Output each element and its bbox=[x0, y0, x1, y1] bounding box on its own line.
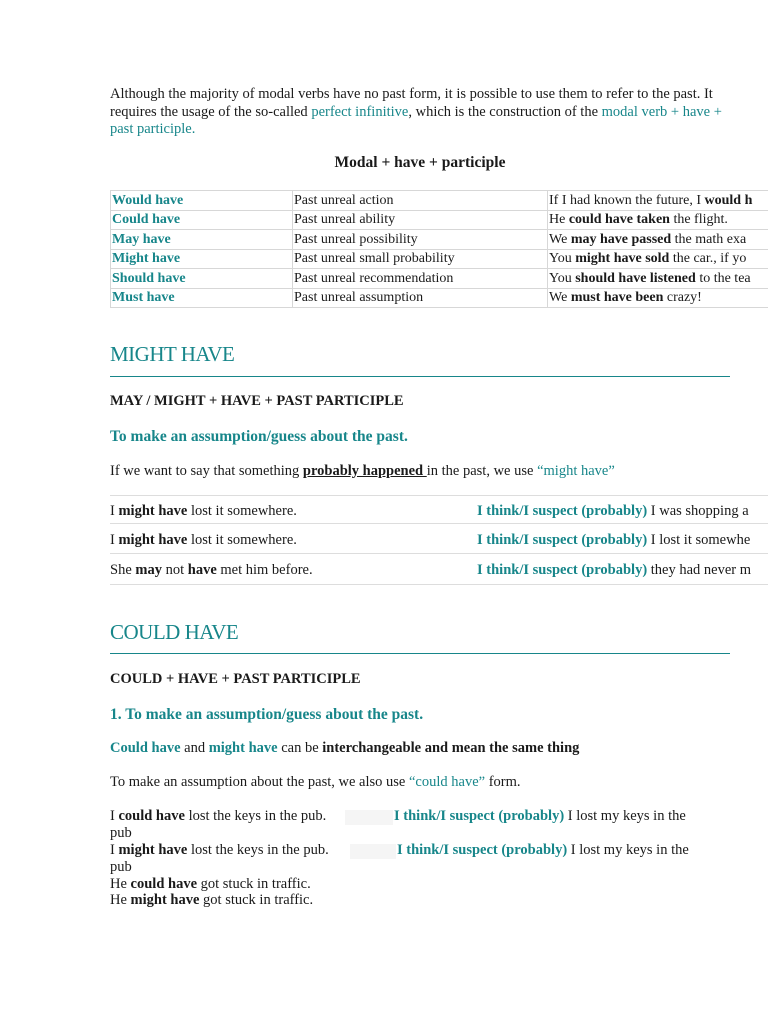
table-row bbox=[111, 269, 768, 289]
table-row bbox=[111, 210, 768, 230]
might-formula: MAY / MIGHT + HAVE + PAST PARTICIPLE bbox=[110, 393, 404, 409]
divider bbox=[110, 495, 768, 496]
might-example-1: I might have lost it somewhere. bbox=[110, 503, 297, 519]
intro-text: Although the majority of modal verbs have no past form, it is possible to use them to refer to the past. It requires the usage of the so-called bbox=[110, 86, 713, 120]
might-example-3: She may not have met him before. bbox=[110, 562, 313, 578]
modal-cell: May have bbox=[111, 230, 293, 250]
modal-cell: Could have bbox=[111, 210, 293, 230]
explain-text-mid: in the past, we use bbox=[426, 463, 538, 479]
could-heading-rule bbox=[110, 653, 730, 654]
might-heading-rule bbox=[110, 376, 730, 377]
short-example-1: He could have got stuck in traffic. bbox=[110, 876, 311, 892]
modal-cell: Would have bbox=[111, 191, 293, 211]
meaning-cell: Past unreal recommendation bbox=[293, 269, 548, 289]
table-row bbox=[111, 191, 768, 211]
example-cell: He could have taken the flight. bbox=[548, 210, 768, 230]
could-example-1: I could have lost the keys in the pub. bbox=[110, 808, 327, 824]
might-example-2-hint: I think/I suspect (probably) I lost it somewhe bbox=[477, 532, 751, 548]
intro-paragraph bbox=[110, 86, 730, 139]
meaning-cell: Past unreal assumption bbox=[293, 288, 548, 308]
intro-text-continued: , which is the construction of the bbox=[408, 103, 602, 120]
spacer-shade bbox=[350, 844, 396, 859]
might-have-quote: “might have” bbox=[537, 463, 615, 479]
meaning-cell: Past unreal possibility bbox=[293, 230, 548, 250]
divider bbox=[110, 584, 768, 585]
could-example-2-wrap: pub bbox=[110, 859, 132, 875]
explain-text: If we want to say that something bbox=[110, 463, 303, 479]
table-row bbox=[111, 249, 768, 269]
interchangeable-note: Could have and might have can be interchangeable and mean the same thing bbox=[110, 740, 580, 756]
could-example-2-hint: I think/I suspect (probably) I lost my keys in the bbox=[397, 842, 689, 858]
could-example-1-hint: I think/I suspect (probably) I lost my keys in the bbox=[394, 808, 686, 824]
spacer-shade bbox=[345, 810, 393, 825]
probably-happened-emphasis: probably happened bbox=[302, 463, 427, 479]
divider bbox=[110, 523, 768, 524]
meaning-cell: Past unreal action bbox=[293, 191, 548, 211]
example-cell: We must have been crazy! bbox=[548, 288, 768, 308]
modal-table bbox=[110, 190, 768, 308]
could-example-2: I might have lost the keys in the pub. bbox=[110, 842, 329, 858]
might-example-1-hint: I think/I suspect (probably) I was shopping a bbox=[477, 503, 749, 519]
modal-cell: Should have bbox=[111, 269, 293, 289]
perfect-infinitive-link[interactable]: perfect infinitive bbox=[311, 103, 409, 120]
could-example-1-wrap: pub bbox=[110, 825, 132, 841]
might-subheading: To make an assumption/guess about the past. bbox=[110, 428, 408, 445]
also-use-note: To make an assumption about the past, we also use “could have” form. bbox=[110, 774, 521, 790]
divider bbox=[110, 553, 768, 554]
example-cell: You should have listened to the tea bbox=[548, 269, 768, 289]
table-title: Modal + have + participle bbox=[334, 154, 506, 171]
modal-cell: Must have bbox=[111, 288, 293, 308]
could-have-heading: COULD HAVE bbox=[110, 620, 239, 644]
meaning-cell: Past unreal ability bbox=[293, 210, 548, 230]
construction-link[interactable]: modal verb + have + past participle. bbox=[110, 103, 722, 137]
example-cell: If I had known the future, I would h bbox=[548, 191, 768, 211]
could-formula: COULD + HAVE + PAST PARTICIPLE bbox=[110, 671, 361, 687]
meaning-cell: Past unreal small probability bbox=[293, 249, 548, 269]
might-example-3-hint: I think/I suspect (probably) they had never m bbox=[477, 562, 752, 578]
could-subheading: 1. To make an assumption/guess about the past. bbox=[110, 706, 424, 723]
short-example-2: He might have got stuck in traffic. bbox=[110, 892, 314, 908]
modal-cell: Might have bbox=[111, 249, 293, 269]
table-row bbox=[111, 288, 768, 308]
might-have-heading: MIGHT HAVE bbox=[110, 342, 235, 366]
might-explanation bbox=[110, 463, 615, 480]
might-example-2: I might have lost it somewhere. bbox=[110, 532, 297, 548]
example-cell: You might have sold the car., if yo bbox=[548, 249, 768, 269]
example-cell: We may have passed the math exa bbox=[548, 230, 768, 250]
table-row bbox=[111, 230, 768, 250]
